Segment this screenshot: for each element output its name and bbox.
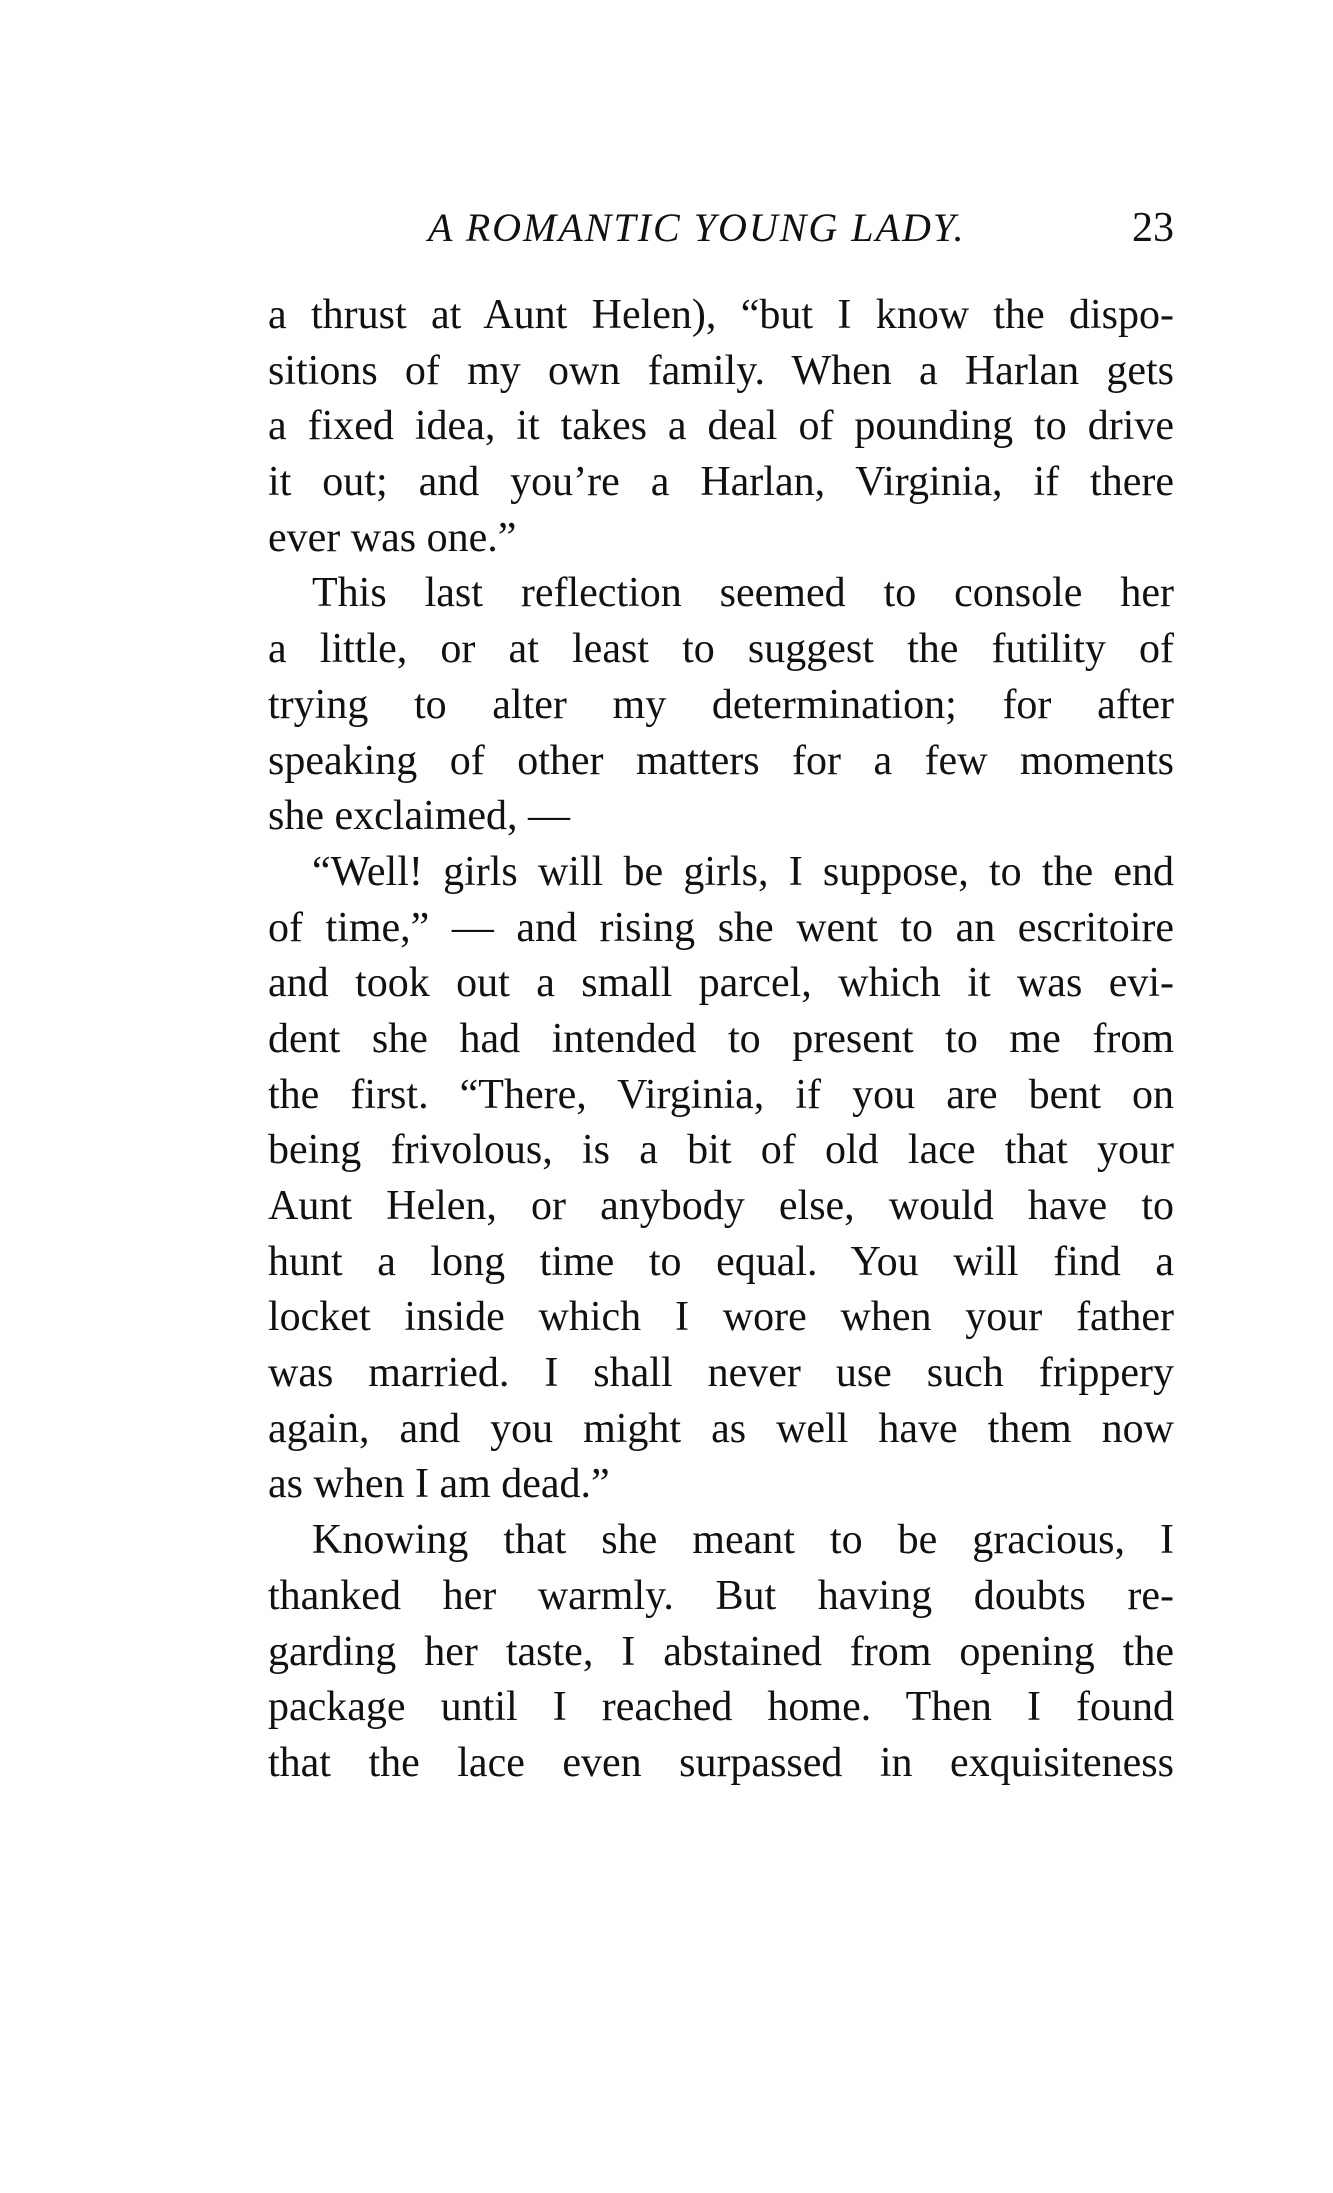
text-line: the first. “There, Virginia, if you are bent on <box>268 1071 1174 1118</box>
page-number: 23 <box>1132 205 1174 251</box>
body-text <box>268 288 1174 1792</box>
text-line: a thrust at Aunt Helen), “but I know the dispo- <box>268 292 1174 338</box>
text-line: dent she had intended to present to me from <box>268 1015 1174 1062</box>
text-line: ever was one.” <box>268 514 517 561</box>
text-line: a little, or at least to suggest the futility of <box>268 626 1174 673</box>
running-head <box>268 198 1174 258</box>
text-line: package until I reached home. Then I found <box>268 1684 1174 1731</box>
text-line: Knowing that she meant to be gracious, I <box>312 1517 1174 1564</box>
text-line: was married. I shall never use such frippery <box>268 1350 1174 1397</box>
text-line: Aunt Helen, or anybody else, would have to <box>268 1183 1174 1229</box>
text-line: speaking of other matters for a few moments <box>268 737 1174 784</box>
text-line: locket inside which I wore when your father <box>268 1294 1174 1341</box>
text-line: hunt a long time to equal. You will find a <box>268 1238 1174 1285</box>
text-line: as when I am dead.” <box>268 1461 610 1508</box>
text-line: of time,” — and rising she went to an escritoire <box>268 904 1174 951</box>
text-line: being frivolous, is a bit of old lace that your <box>268 1127 1174 1174</box>
text-line: sitions of my own family. When a Harlan gets <box>268 347 1174 394</box>
running-title: A ROMANTIC YOUNG LADY. <box>428 205 966 250</box>
text-line: a fixed idea, it takes a deal of pounding to drive <box>268 403 1174 450</box>
text-line: trying to alter my determination; for after <box>268 681 1174 728</box>
text-line: “Well! girls will be girls, I suppose, to the end <box>312 848 1174 895</box>
text-line: thanked her warmly. But having doubts re- <box>268 1572 1174 1619</box>
text-line: again, and you might as well have them now <box>268 1405 1174 1452</box>
text-line: she exclaimed, — <box>268 793 571 840</box>
text-line: it out; and you’re a Harlan, Virginia, if there <box>268 459 1174 506</box>
text-line: and took out a small parcel, which it was evi- <box>268 960 1174 1007</box>
text-line: garding her taste, I abstained from opening the <box>268 1628 1174 1675</box>
text-line: This last reflection seemed to console her <box>312 570 1174 617</box>
text-line: that the lace even surpassed in exquisiteness <box>268 1739 1174 1786</box>
